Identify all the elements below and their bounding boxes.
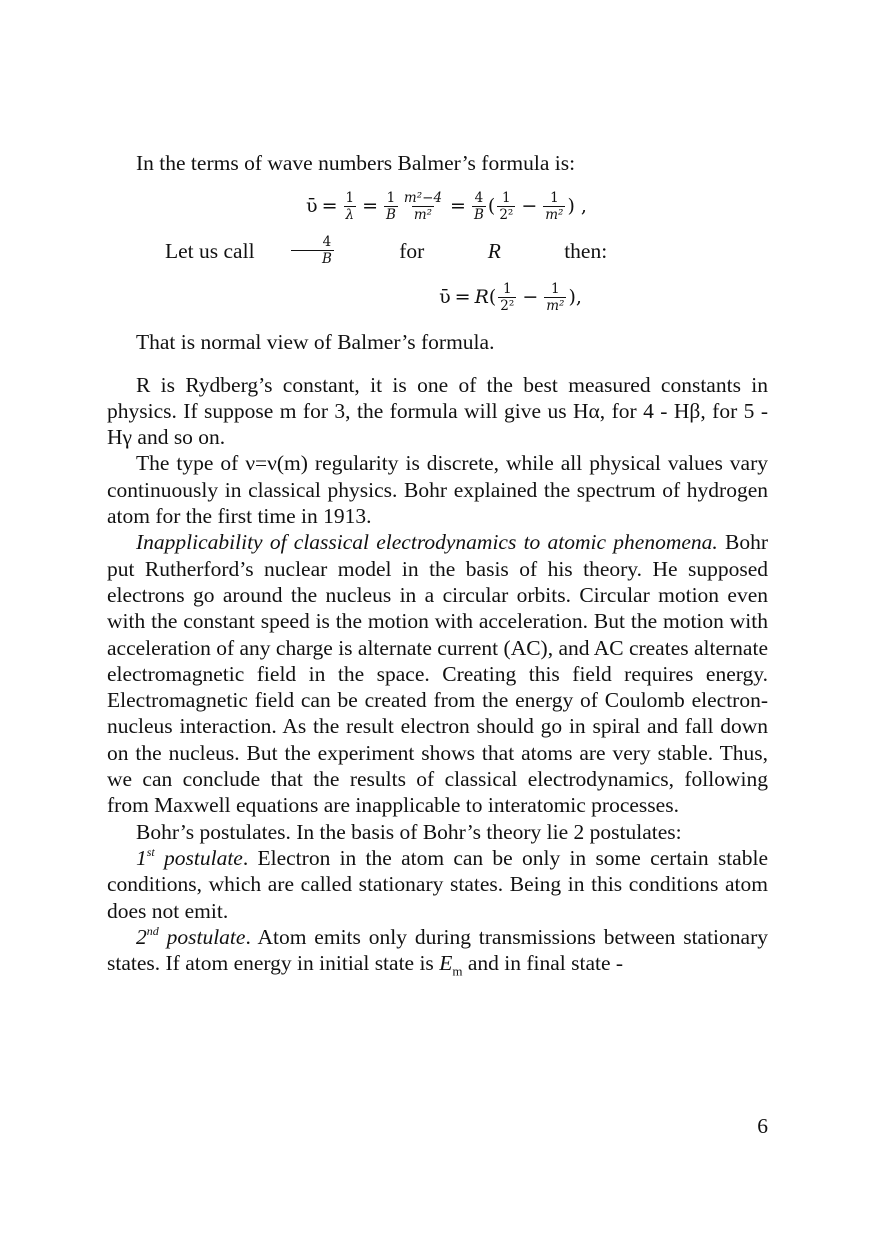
fraction-1-over-B: $\frac{1}{B}$: [386, 189, 396, 223]
paragraph-rydberg: R is Rydberg’s constant, it is one of the best measured constants in physics. If suppose m for 3, the formula will give us Hα, for 4 - Hβ, for 5 - Hγ and so on.: [107, 372, 768, 450]
paragraph-inapplicability: Inapplicability of classical electrodynamics to atomic phenomena. Bohr put Rutherford’s nuclear model in the basis of his theory. He supposed electrons go around the nucleus in a circular orbits. Circular motion even with the constant speed is the motion with acceleration. But the motion with acceleration of any charge is alternate current (AC), and AC creates alternate electromagnetic field in the space. Creating this field requires energy. Electromagnetic field can be created from the energy of Coulomb electron-nucleus interaction. As the result electron should go in spiral and fall down on the nucleus. But the experiment shows that atoms are very stable. Thus, we can conclude that the results of classical electrodynamics, following from Maxwell equations are inapplicable to interatomic processes.: [107, 530, 768, 818]
fraction-4-over-B: $\frac{4}{B}$: [473, 189, 484, 223]
balmer-formula-wavenumber: [107, 180, 768, 232]
intro-line: In the terms of wave numbers Balmer’s formula is:: [136, 151, 576, 175]
fraction-1-over-m-squared: $\frac{1}{\text{m²}}$: [545, 189, 564, 223]
paren-open: (: [488, 286, 497, 309]
postulate-1-label: 1st postulate: [136, 844, 243, 870]
wavenumber-symbol: ῡ: [439, 286, 451, 309]
wavenumber-symbol: ῡ: [306, 195, 318, 218]
paragraph-postulates-intro: Bohr’s postulates. In the basis of Bohr’s theory lie 2 postulates:: [136, 819, 682, 844]
paragraph-postulate-1: 1st postulate. Electron in the atom can be only in some certain stable conditions, which are called stationary states. Being in this conditions atom does not emit.: [107, 844, 768, 923]
rydberg-symbol: R: [474, 286, 489, 309]
energy-symbol: E: [439, 951, 453, 976]
paren-close: ),: [568, 286, 582, 309]
equals-sign: =: [362, 195, 378, 218]
comma: ,: [574, 195, 587, 218]
let-us-call-line: Let us call $\frac{4}{B}$ for R then:: [165, 234, 608, 268]
postulate-2-label: 2nd postulate: [136, 923, 246, 949]
fraction-m2-minus-4-over-m2: $\frac{\text{m²−4}}{\text{m²}}$: [403, 189, 443, 223]
normal-view-line: That is normal view of Balmer’s formula.: [136, 330, 495, 355]
fraction-1-over-lambda: $\frac{1}{\lambda}$: [345, 189, 355, 223]
minus-sign: −: [522, 286, 539, 309]
balmer-formula-rydberg: [107, 271, 768, 323]
fraction-1-over-m-squared: $\frac{1}{\text{m²}}$: [546, 280, 565, 314]
equals-sign: =: [450, 195, 466, 218]
document-page: [107, 150, 768, 979]
paren-open: (: [487, 195, 496, 218]
fraction-1-over-2-squared: $\frac{1}{\text{2²}}$: [500, 280, 515, 314]
equals-sign: =: [454, 286, 471, 309]
equals-sign: =: [321, 195, 338, 218]
paragraph-postulate-2: 2nd postulate. Atom emits only during transmissions between stationary states. If atom energy in initial state is $E_m$ and in final state -: [107, 923, 768, 979]
paragraph-regularity: The type of ν=ν(m) regularity is discrete, while all physical values vary continuously in classical physics. Bohr explained the spectrum of hydrogen atom for the first time in 1913.: [107, 451, 768, 529]
page-number: 6: [757, 1114, 768, 1138]
paren-close: ): [567, 195, 575, 218]
section-heading-italic: Inapplicability of classical electrodynamics to atomic phenomena.: [136, 530, 718, 555]
minus-sign: −: [521, 195, 538, 218]
fraction-4-over-B-inline: $\frac{4}{B}$: [291, 234, 334, 267]
fraction-1-over-2-squared: $\frac{1}{\text{2²}}$: [499, 189, 514, 223]
